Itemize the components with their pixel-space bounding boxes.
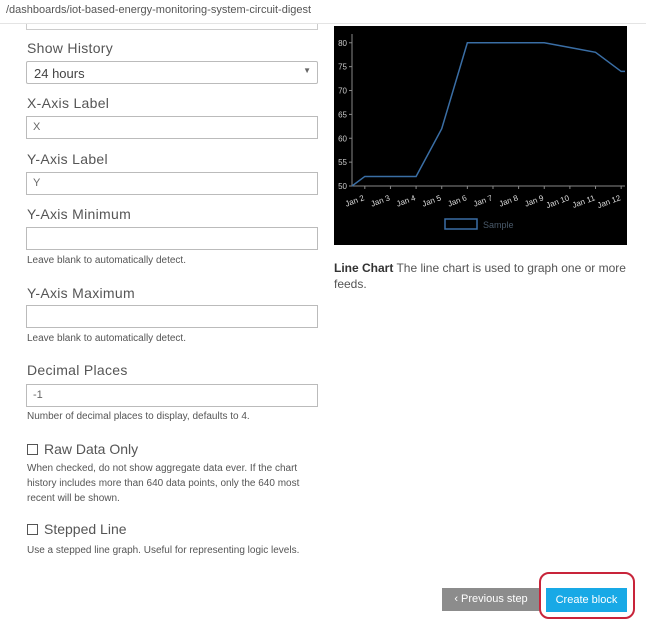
x-tick-label: Jan 12 <box>596 193 622 211</box>
line-chart-svg <box>334 26 627 245</box>
decimal-places-input[interactable]: -1 <box>26 384 318 407</box>
legend-label: Sample <box>483 220 514 230</box>
x-tick-label: Jan 7 <box>472 193 494 209</box>
raw-data-only-label: Raw Data Only <box>44 441 139 457</box>
y-tick-label: 60 <box>338 134 347 144</box>
x-tick-label: Jan 8 <box>497 193 520 209</box>
series-line-sample <box>352 43 625 186</box>
raw-data-only-help: When checked, do not show aggregate data ever. If the chart history includes more than 640 data points, only the 640 most recent will be shown. <box>27 463 300 504</box>
y-axis-minimum-help: Leave blank to automatically detect. <box>27 255 186 266</box>
x-tick-label: Jan 5 <box>420 193 443 209</box>
x-axis-label-label: X-Axis Label <box>27 95 110 111</box>
show-history-value: 24 hours <box>34 66 85 81</box>
x-tick-label: Jan 4 <box>395 193 417 209</box>
x-tick-label: Jan 2 <box>344 193 366 209</box>
url-bar: /dashboards/iot-based-energy-monitoring-system-circuit-digest <box>0 0 646 24</box>
y-axis-label-label: Y-Axis Label <box>27 151 108 167</box>
x-tick-label: Jan 10 <box>544 193 571 211</box>
decimal-places-help: Number of decimal places to display, defaults to 4. <box>27 411 250 422</box>
previous-step-button[interactable]: ‹ Previous step <box>442 588 540 611</box>
previous-field-edge <box>26 24 318 30</box>
raw-data-only-row[interactable] <box>27 441 138 457</box>
y-tick-label: 75 <box>338 62 347 72</box>
y-tick-label: 50 <box>338 182 347 191</box>
stepped-line-row[interactable] <box>27 521 127 537</box>
show-history-label: Show History <box>27 40 114 56</box>
chevron-down-icon: ▼ <box>303 66 311 75</box>
stepped-line-help: Use a stepped line graph. Useful for representing logic levels. <box>27 545 300 556</box>
x-tick-label: Jan 3 <box>369 193 392 209</box>
y-tick-label: 80 <box>338 38 347 48</box>
y-tick-label: 70 <box>338 86 347 96</box>
x-axis-label-input[interactable]: X <box>26 116 318 139</box>
y-axis-minimum-label: Y-Axis Minimum <box>27 206 132 222</box>
y-axis-minimum-input[interactable] <box>26 227 318 250</box>
x-tick-label: Jan 6 <box>446 193 469 209</box>
y-axis-maximum-help: Leave blank to automatically detect. <box>27 333 186 344</box>
raw-data-only-checkbox[interactable] <box>27 444 38 455</box>
x-tick-label: Jan 11 <box>571 193 597 210</box>
show-history-select[interactable] <box>26 61 318 84</box>
y-tick-label: 55 <box>338 158 347 168</box>
y-axis-maximum-input[interactable] <box>26 305 318 328</box>
create-block-button[interactable]: Create block <box>546 588 627 612</box>
stepped-line-checkbox[interactable] <box>27 524 38 535</box>
stepped-line-label: Stepped Line <box>44 521 127 537</box>
chart-description-text: The line chart is used to graph one or more feeds. <box>334 261 626 291</box>
chart-description <box>334 260 634 292</box>
y-tick-label: 65 <box>338 110 347 120</box>
highlight-annotation <box>539 572 635 619</box>
y-axis-maximum-label: Y-Axis Maximum <box>27 285 135 301</box>
chart-description-title: Line Chart <box>334 261 394 275</box>
line-chart-preview <box>334 26 627 245</box>
decimal-places-label: Decimal Places <box>27 362 128 378</box>
legend-swatch <box>445 219 477 229</box>
y-axis-label-input[interactable]: Y <box>26 172 318 195</box>
x-tick-label: Jan 9 <box>523 193 545 209</box>
